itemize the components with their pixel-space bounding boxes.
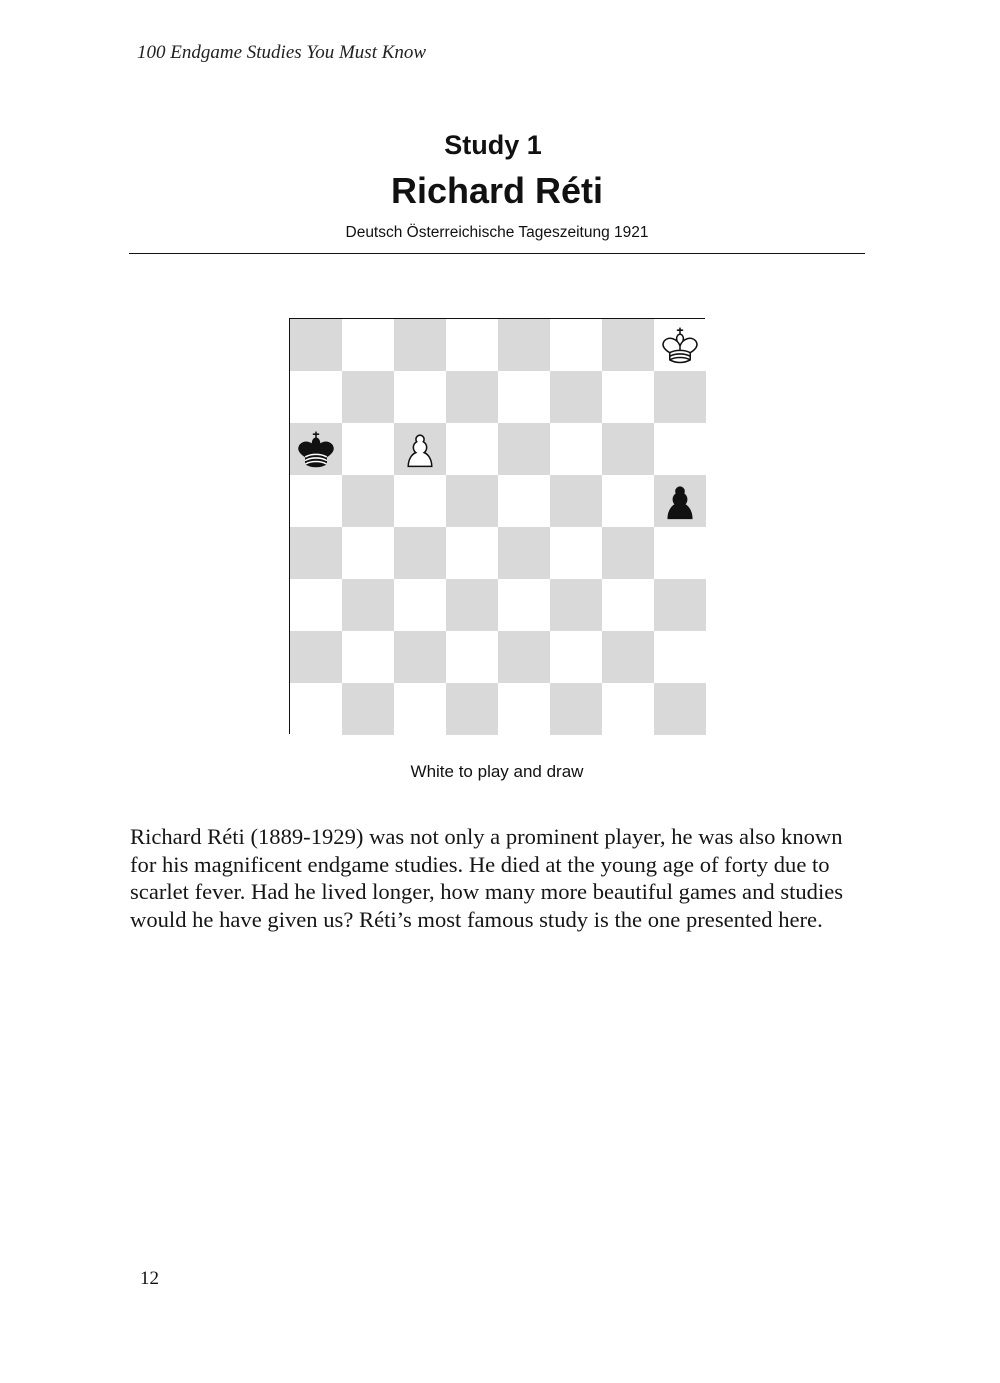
square-a8 xyxy=(290,319,342,371)
square-e5 xyxy=(498,475,550,527)
square-b3 xyxy=(342,579,394,631)
square-a2 xyxy=(290,631,342,683)
square-c5 xyxy=(394,475,446,527)
square-g1 xyxy=(602,683,654,735)
black-king-icon xyxy=(290,423,342,475)
square-e6 xyxy=(498,423,550,475)
square-c4 xyxy=(394,527,446,579)
chess-board-diagram xyxy=(289,318,705,734)
white-pawn-icon xyxy=(394,423,446,475)
square-d8 xyxy=(446,319,498,371)
square-h4 xyxy=(654,527,706,579)
square-f3 xyxy=(550,579,602,631)
square-f5 xyxy=(550,475,602,527)
square-g6 xyxy=(602,423,654,475)
square-b6 xyxy=(342,423,394,475)
square-c1 xyxy=(394,683,446,735)
square-h7 xyxy=(654,371,706,423)
square-c2 xyxy=(394,631,446,683)
white-king-icon xyxy=(654,319,706,371)
square-f8 xyxy=(550,319,602,371)
heading-rule xyxy=(129,253,865,254)
square-c7 xyxy=(394,371,446,423)
square-b8 xyxy=(342,319,394,371)
composer-name: Richard Réti xyxy=(390,170,604,211)
square-b2 xyxy=(342,631,394,683)
square-d1 xyxy=(446,683,498,735)
square-c3 xyxy=(394,579,446,631)
square-f6 xyxy=(550,423,602,475)
study-source: Deutsch Österreichische Tageszeitung 1921 xyxy=(345,224,649,241)
square-f4 xyxy=(550,527,602,579)
study-number: Study 1 xyxy=(444,130,542,160)
square-g4 xyxy=(602,527,654,579)
square-e7 xyxy=(498,371,550,423)
square-a1 xyxy=(290,683,342,735)
square-f7 xyxy=(550,371,602,423)
page-number: 12 xyxy=(140,1268,159,1289)
square-h1 xyxy=(654,683,706,735)
square-e2 xyxy=(498,631,550,683)
square-d4 xyxy=(446,527,498,579)
square-e8 xyxy=(498,319,550,371)
running-head: 100 Endgame Studies You Must Know xyxy=(137,42,427,63)
square-h2 xyxy=(654,631,706,683)
square-e4 xyxy=(498,527,550,579)
diagram-caption: White to play and draw xyxy=(410,762,584,781)
square-a5 xyxy=(290,475,342,527)
square-d3 xyxy=(446,579,498,631)
square-g8 xyxy=(602,319,654,371)
square-a4 xyxy=(290,527,342,579)
square-g2 xyxy=(602,631,654,683)
square-b7 xyxy=(342,371,394,423)
square-a3 xyxy=(290,579,342,631)
square-e1 xyxy=(498,683,550,735)
square-c8 xyxy=(394,319,446,371)
square-a7 xyxy=(290,371,342,423)
square-f2 xyxy=(550,631,602,683)
square-e3 xyxy=(498,579,550,631)
square-b5 xyxy=(342,475,394,527)
square-g7 xyxy=(602,371,654,423)
square-f1 xyxy=(550,683,602,735)
square-g5 xyxy=(602,475,654,527)
square-h3 xyxy=(654,579,706,631)
square-d5 xyxy=(446,475,498,527)
black-pawn-icon xyxy=(654,475,706,527)
square-b4 xyxy=(342,527,394,579)
square-d7 xyxy=(446,371,498,423)
square-d6 xyxy=(446,423,498,475)
square-h6 xyxy=(654,423,706,475)
body-paragraph: Richard Réti (1889-1929) was not only a prominent player, he was also known for his magnificent endgame studies. He died at the young age of forty due to scarlet fever. Had he lived longer, how many more beautiful games and studies would he have given us? Réti’s most famous study is the one presented here. xyxy=(130,824,844,932)
square-d2 xyxy=(446,631,498,683)
square-g3 xyxy=(602,579,654,631)
square-b1 xyxy=(342,683,394,735)
